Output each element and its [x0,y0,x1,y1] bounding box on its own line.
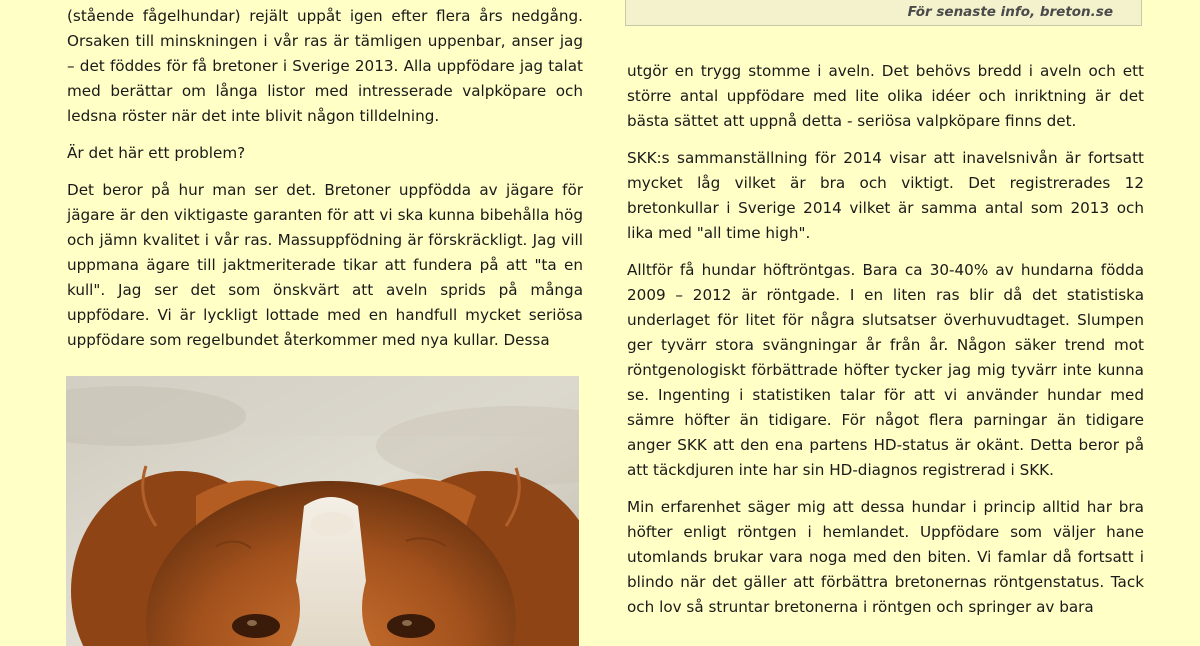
paragraph: Det beror på hur man ser det. Bretoner uppfödda av jägare för jägare är den viktigaste garanten för att vi ska kunna bibehålla hög och jämn kvalitet i vår ras. Massuppfödning är förskräckligt. Jag vill uppmana ägare till jaktmeriterade tikar att fundera på att "ta en kull". Jag ser det som önskvärt att aveln sprids på många uppfödare. Vi är lyckligt lottade med en handfull mycket seriösa uppfödare som regelbundet återkommer med nya kullar. Dessa [67,181,583,349]
left-column [67,4,583,365]
question-heading: Är det här ett problem? [67,144,246,162]
paragraph: SKK:s sammanställning för 2014 visar att inavelsnivån är fortsatt mycket låg vilket är bra och viktigt. Det registrerades 12 bretonkullar i Sverige 2014 vilket är samma antal som 2013 och lika med "all time high". [627,149,1144,242]
dog-photo [66,376,579,646]
paragraph: utgör en trygg stomme i aveln. Det behövs bredd i aveln och ett större antal uppfödare med lite olika idéer och inriktning är det bästa sättet att uppnå detta - seriösa valpköpare finns det. [627,62,1144,130]
info-box [625,0,1142,26]
paragraph: Alltför få hundar höftröntgas. Bara ca 30-40% av hundarna födda 2009 – 2012 är röntgade. I en liten ras blir då det statistiska underlaget för litet för några slutsatser överhuvudtaget. Slumpen ger tyvärr stora svängningar år från år. Någon säker trend mot röntgenologiskt förbättrade höfter tycker jag mig tyvärr inte kunna se. Ingenting i statistiken talar för att vi använder hundar med sämre höfter än tidigare. För något flera parningar än tidigare anger SKK att den ena partens HD-status är okänt. Detta beror på att täckdjuren inte har sin HD-diagnos registrerad i SKK. [627,261,1144,479]
paragraph: Min erfarenhet säger mig att dessa hundar i princip alltid har bra höfter enligt röntgen i hemlandet. Uppfödare som väljer hane utomlands brukar vara noga med den biten. Vi famlar då fortsatt i blindo när det gäller att förbättra bretonernas röntgenstatus. Tack och lov så struntar bretonerna i röntgen och springer av bara [627,498,1144,616]
paragraph: (stående fågelhundar) rejält uppåt igen efter flera års nedgång. Orsaken till minskningen i vår ras är tämligen uppenbar, anser jag – det föddes för få bretoner i Sverige 2013. Alla uppfödare jag talat med berättar om långa listor med intresserade valpköpare och ledsna röster när det inte blivit någon tilldelning. [67,7,583,125]
right-column [627,59,1144,632]
info-box-text: För senaste info, breton.se [907,4,1113,20]
